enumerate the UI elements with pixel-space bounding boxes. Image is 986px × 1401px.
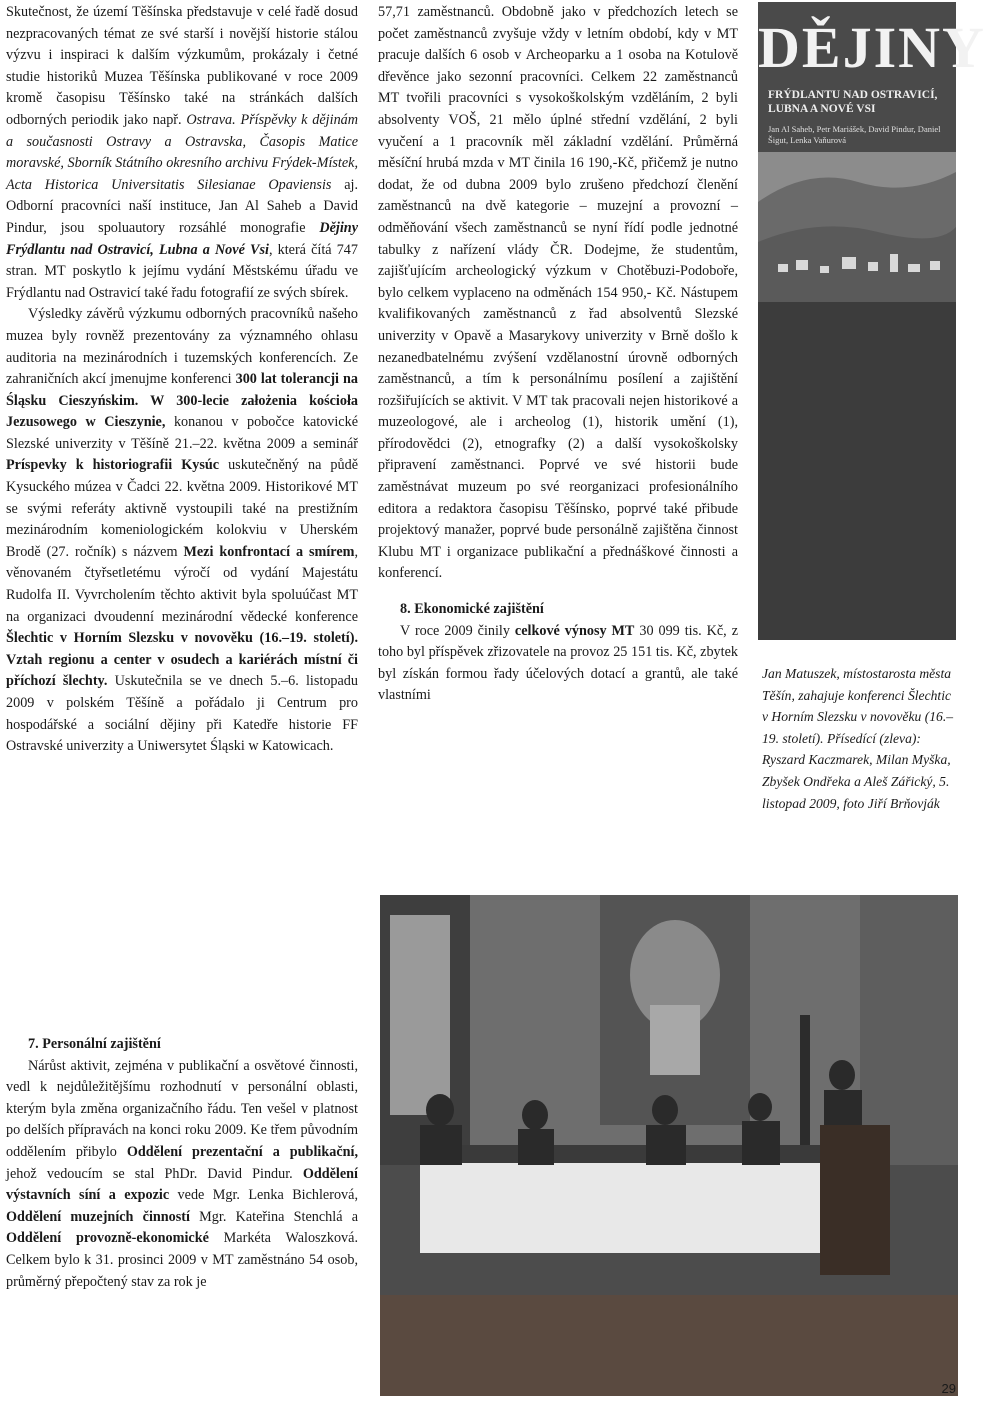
book-subtitle: FRÝDLANTU NAD OSTRAVICÍ, LUBNA A NOVÉ VSI: [768, 89, 938, 115]
paragraph-economy: V roce 2009 činily celkové výnosy MT 30 099 tis. Kč, z toho byl příspěvek zřizovatele na provoz 25 151 tis. Kč, zbytek byl získán formou řady účelových dotací a grantů, ale také vlastními: [378, 622, 738, 704]
column-middle: [378, 2, 738, 707]
paragraph-personnel: Nárůst aktivit, zejména v publikační a osvětové činnosti, vedl k nejdůležitějšímu rozhodnutí v personální oblasti, kterým byla změna organizačního řádu. Ten vešel v platnost po delších přípravách na konci roku 2009. Ke třem původním oddělením přibylo Oddělení prezentační a publikační, jehož vedoucím se stal PhDr. David Pindur. Oddělení výstavních síní a expozic vede Mgr. Lenka Bichlerová, Oddělení muzejních činností Mgr. Kateřina Stenchlá a Oddělení provozně-ekonomické Markéta Waloszková. Celkem bylo k 31. prosinci 2009 v MT zaměstnáno 54 osob, průměrný přepočtený stav za rok je: [6, 1057, 358, 1290]
photo-caption: Jan Matuszek, místostarosta města Těšín, zahajuje konferenci Šlechtic v Horním Slezsku v novověku (16.–19. století). Přísedící (zleva): Ryszard Kaczmarek, Milan Myška, Zbyšek Ondřeka a Aleš Zářický, 5. listopad 2009, foto Jiří Brňovják: [762, 666, 954, 811]
column-left-bottom: [6, 1034, 358, 1293]
conference-photo: [380, 895, 958, 1396]
book-title: DĚJINY: [758, 15, 986, 80]
page-number: 29: [941, 1381, 956, 1396]
conference-photo-illustration: [380, 895, 958, 1396]
section-heading-8: 8. Ekonomické zajištění: [400, 601, 544, 618]
paragraph-publications: Skutečnost, že území Těšínska představuje v celé řadě dosud nezpracovaných témat ze své starší i novější historie stálou výzvu i inspiraci k dalším výzkumům, prokázaly i četné studie historiků Muzea Těšínska publikované v roce 2009 kromě časopisu Těšínsko také na stránkách dalších odborných periodik jako např. Ostrava. Příspěvky k dějinám a současnosti Ostravy a Ostravska, Časopis Matice moravské, Sborník Státního okresního archivu Frýdek-Místek, Acta Historica Universitatis Silesianae Opaviensis aj. Odborní pracovníci naší instituce, Jan Al Saheb a David Pindur, jsou spoluautory rozsáhlé monografie Dějiny Frýdlantu nad Ostravicí, Lubna a Nové Vsi, která čítá 747 stran. MT poskytlo k jejímu vydání Městskému úřadu ve Frýdlantu nad Ostravicí také řadu fotografií ze svých sbírek.: [6, 4, 358, 301]
section-heading-7: 7. Personální zajištění: [28, 1036, 161, 1052]
book-cover-image: [758, 2, 986, 640]
paragraph-conferences: Výsledky závěrů výzkumu odborných pracovníků našeho muzea byly rovněž prezentovány za významného ohlasu auditoria na mezinárodních i tuzemských konferencích. Ze zahraničních akcí jmenujme konferenci 300 lat tolerancji na Śląsku Cieszyńskim. W 300-lecie założenia kościoła Jezusowego w Cieszynie, konanou v pobočce katovické Slezské univerzity v Těšíně 21.–22. května 2009 a seminář Príspevky k historiografii Kysúc uskutečněný na půdě Kysuckého múzea v Čadci 22. května 2009. Historikové MT se svými referáty aktivně vystoupili také na prestižním mezinárodním komeniologickém kolokviu v Uherském Brodě (27. ročník) s názvem Mezi konfrontací a smírem, věnovaném čtyřsetletému výročí od vydání Majestátu Rudolfa II. Vyvrcholením těchto aktivit byla spoluúčast MT na organizaci dvoudenní mezinárodní vědecké konference Šlechtic v Horním Slezsku v novověku (16.–19. století). Vztah regionu a center v osudech a kariérách místní či příchozí šlechty. Uskutečnila se ve dnech 5.–6. listopadu 2009 v polském Těšíně a pořádalo ji Centrum pro hospodářské a sociální dějiny při Katedře historie FF Ostravské univerzity a Uniwersytet Śląski w Katowicach.: [6, 306, 358, 755]
paragraph-staff: 57,71 zaměstnanců. Obdobně jako v předchozích letech se počet zaměstnanců zvyšuje vždy v letním období, kdy v MT pracuje dalších 6 osob v Archeoparku a 1 osoba na Kotulově dřevěnce jako sezonní pracovníci. Celkem 22 zaměstnanců MT tvořili pracovníci s vysokoškolským vzděláním, 2 byli absolventy VOŠ, 21 mělo úplné střední vzdělání, 2 byli vyučení a 1 pracovník měl základní vzdělání. Průměrná měsíční hrubá mzda v MT činila 16 190,-Kč, přičemž je nutno dodat, že od dubna 2009 bylo zrušeno předchozí členění zaměstnanců na dvě kategorie – muzejní a provozní – odměňování všech zaměstnanců se nyní řídí podle jednotné tabulky z nařízení vlády ČR. Dodejme, že studentům, zajišťujícím archeologický výzkum v Chotěbuzi-Podoboře, bylo celkem vyplaceno na odměnách 154 950,- Kč. Nástupem kvalifikovaných zaměstnanců z řad absolventů Slezské univerzity v Opavě a Masarykovy univerzity v Brně došlo k nezanedbatelnému zvýšení vzdělanostní úrovně odborných zaměstnanců, a tím k personálnímu posílení a zajištění rozšiřujících se aktivit. V MT tak pracovali nejen historikové a muzeologové, ale i archeolog (1), historik umění (1), přírodovědci (2), etnografky (2) a další vysokoškolsky připravení zaměstnanci. Poprvé ve své historii bude zaměstnávat muzeum po své reorganizaci profesionálního editora a redaktora časopisu Těšínsko, poprvé také přibude projektový manažer, poprvé bude personálně zajištěna činnost Klubu MT i organizace publikační a přednáškové činnosti a konferencí.: [378, 4, 738, 582]
column-left-top: [6, 2, 358, 758]
book-authors: Jan Al Saheb, Petr Mariášek, David Pindur, Daniel Šigut, Lenka Vaňurová: [768, 124, 941, 145]
